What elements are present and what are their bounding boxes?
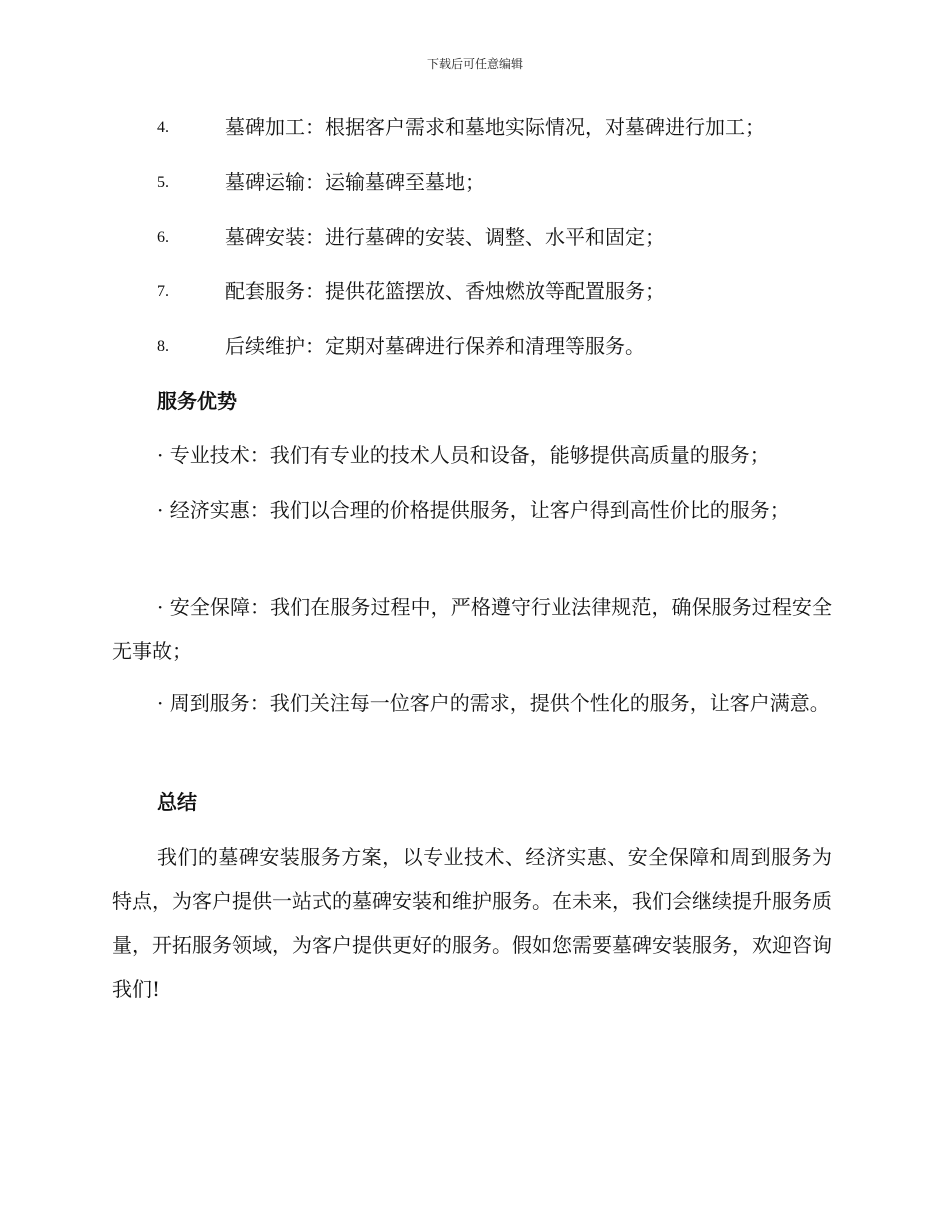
list-number: 7. <box>157 283 169 300</box>
list-text: 墓碑运输：运输墓碑至墓地； <box>225 170 485 194</box>
advantage-item: · 专业技术：我们有专业的技术人员和设备，能够提供高质量的服务； <box>157 443 770 467</box>
list-number: 5. <box>157 174 169 191</box>
list-number: 4. <box>157 119 169 136</box>
list-text: 墓碑加工：根据客户需求和墓地实际情况，对墓碑进行加工； <box>225 115 765 139</box>
list-text: 墓碑安装：进行墓碑的安装、调整、水平和固定； <box>225 225 665 249</box>
list-number: 6. <box>157 229 169 246</box>
page-header: 下载后可任意编辑 <box>426 57 523 71</box>
summary-paragraph: 我们的墓碑安装服务方案，以专业技术、经济实惠、安全保障和周到服务为特点，为客户提供一站式的墓碑安装和维护服务。在未来，我们会继续提升服务质量，开拓服务领域，为客户提供更好的服务。假如您需要墓碑安装服务，欢迎咨询我们! <box>112 845 832 1001</box>
advantage-item: · 周到服务：我们关注每一位客户的需求，提供个性化的服务，让客户满意。 <box>157 691 830 715</box>
advantage-item: · 安全保障：我们在服务过程中，严格遵守行业法律规范，确保服务过程安全无事故； <box>112 595 832 663</box>
list-text: 后续维护：定期对墓碑进行保养和清理等服务。 <box>225 334 645 358</box>
list-text: 配套服务：提供花篮摆放、香烛燃放等配置服务； <box>225 279 665 303</box>
section-heading-summary: 总结 <box>157 790 197 814</box>
advantage-item: · 经济实惠：我们以合理的价格提供服务，让客户得到高性价比的服务； <box>157 498 790 522</box>
section-heading-advantages: 服务优势 <box>157 389 237 413</box>
list-number: 8. <box>157 338 169 355</box>
